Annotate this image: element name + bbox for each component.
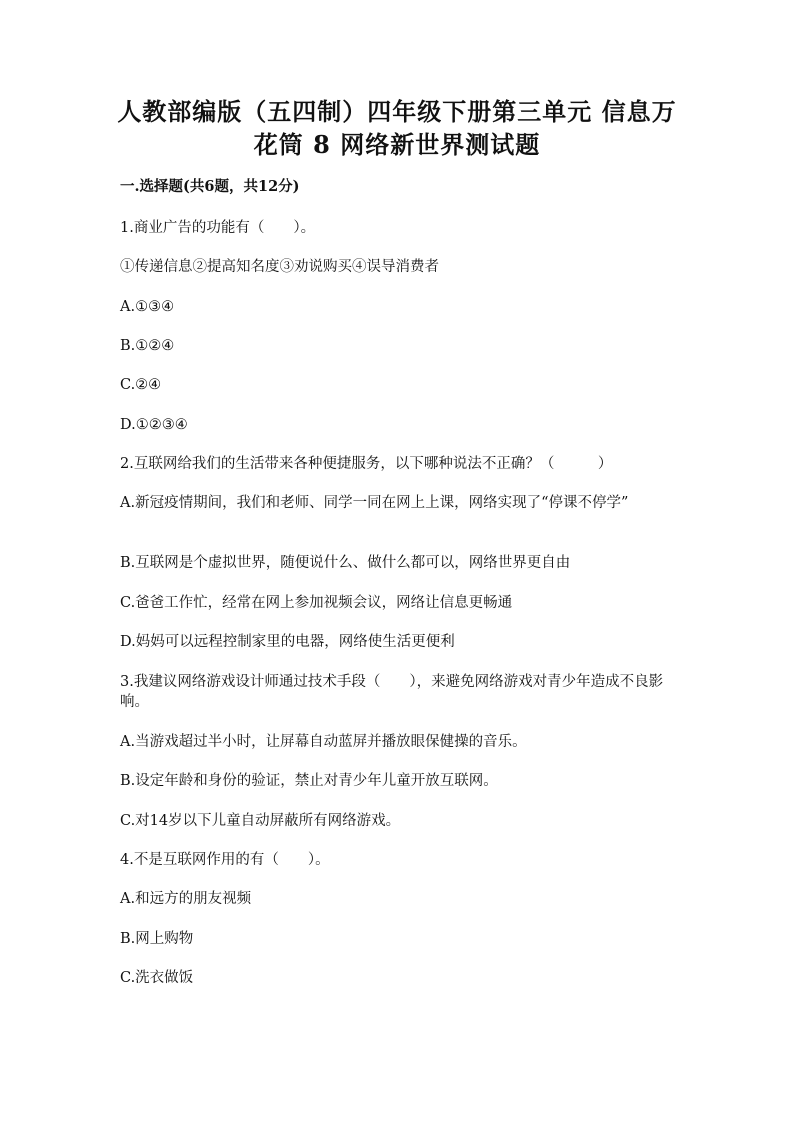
section-heading: 一.选择题(共6题，共12分) [120,178,300,195]
question-3-option-c: C.对14岁以下儿童自动屏蔽所有网络游戏。 [120,813,401,829]
question-2-option-d: D.妈妈可以远程控制家里的电器，网络使生活更便利 [120,634,455,650]
question-2-option-b: B.互联网是个虚拟世界，随便说什么、做什么都可以，网络世界更自由 [120,555,571,571]
question-4-stem: 4.不是互联网作用的有（ ）。 [120,852,330,868]
question-1-option-c: C.②④ [120,377,162,393]
question-3-stem: 3.我建议网络游戏设计师通过技术手段（ ），来避免网络游戏对青少年造成不良影响。 [120,674,664,710]
document-title-line1: 人教部编版（五四制）四年级下册第三单元 信息万 [117,97,677,126]
question-1-option-d: D.①②③④ [120,417,188,433]
question-3-option-b: B.设定年龄和身份的验证，禁止对青少年儿童开放互联网。 [120,773,498,789]
question-4-option-b: B.网上购物 [120,931,194,947]
question-4-option-c: C.洗衣做饭 [120,970,194,986]
question-2-stem: 2.互联网给我们的生活带来各种便捷服务，以下哪种说法不正确？（ ） [120,456,613,472]
question-3-option-a: A.当游戏超过半小时，让屏幕自动蓝屏并播放眼保健操的音乐。 [120,734,527,750]
question-4-option-a: A.和远方的朋友视频 [120,891,252,907]
question-2-option-a: A.新冠疫情期间，我们和老师、同学一同在网上上课，网络实现了“停课不停学” [120,495,629,511]
question-1-note: ①传递信息②提高知名度③劝说购买④误导消费者 [120,259,439,275]
question-1-stem: 1.商业广告的功能有（ ）。 [120,220,316,236]
question-1-option-b: B.①②④ [120,338,175,354]
question-1-option-a: A.①③④ [120,299,175,315]
question-2-option-c: C.爸爸工作忙，经常在网上参加视频会议，网络让信息更畅通 [120,595,513,611]
document-title-line2: 花筒 8 网络新世界测试题 [253,130,541,159]
